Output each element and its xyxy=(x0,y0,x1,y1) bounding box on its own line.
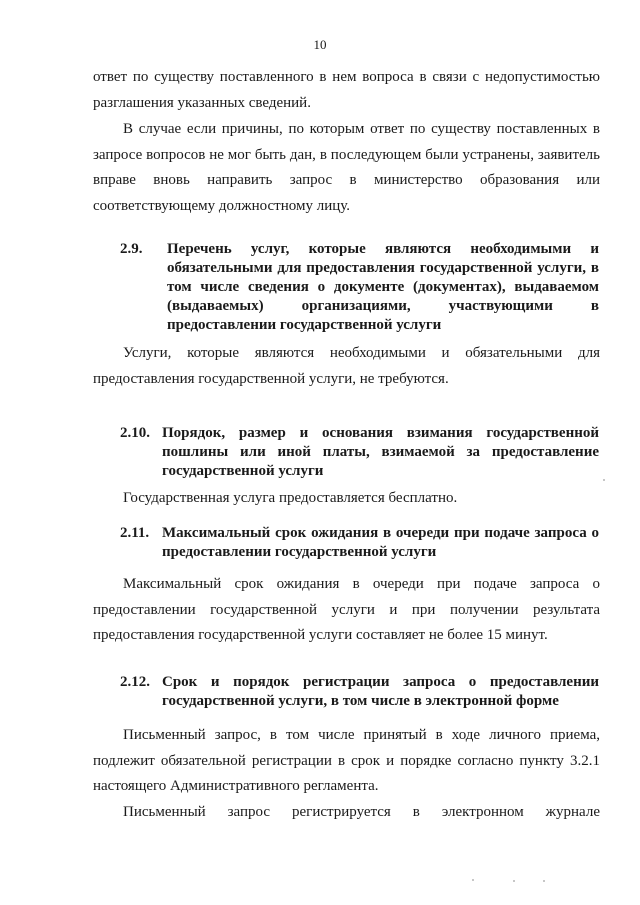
section-2-12-body: Письменный запрос, в том числе принятый в ходе личного приема, подлежит обязательной регистрации в срок и порядке согласно пункту 3.2.1 настоящего Административного регламента. xyxy=(93,727,600,795)
paragraph-case: В случае если причины, по которым ответ по существу поставленных в запросе вопросов не мог быть дан, в последующем были устранены, заявитель вправе вновь направить запрос в министерство образования или соответствующему должностному лицу. xyxy=(93,121,600,215)
section-2-10-number: 2.10. xyxy=(120,425,150,441)
scan-speck xyxy=(543,880,545,882)
section-2-10-title: Порядок, размер и основания взимания государственной пошлины или иной платы, взимаемой за предоставление государственной услуги xyxy=(162,425,599,479)
section-2-12-number: 2.12. xyxy=(120,674,150,690)
section-2-11-title: Максимальный срок ожидания в очереди при подаче запроса о предоставлении государственной услуги xyxy=(162,525,599,560)
scan-speck xyxy=(513,880,515,882)
section-2-10-heading xyxy=(120,424,599,481)
section-2-12-title: Срок и порядок регистрации запроса о предоставлении государственной услуги, в том числе в электронной форме xyxy=(162,674,599,709)
scan-speck xyxy=(603,479,605,481)
section-2-11-body: Максимальный срок ожидания в очереди при подаче запроса о предоставлении государственной услуги и при получении результата предоставления государственной услуги составляет не более 15 минут. xyxy=(93,576,600,644)
paragraph-intro: ответ по существу поставленного в нем вопроса в связи с недопустимостью разглашения указанных сведений. xyxy=(93,69,600,111)
section-2-9-title: Перечень услуг, которые являются необходимыми и обязательными для предоставления государственной услуги, в том числе сведения о документе (документах), выдаваемом (выдаваемых) организациями, участвующими в предоставлении государственной услуги xyxy=(167,241,599,333)
section-2-11-number: 2.11. xyxy=(120,525,150,541)
section-2-10-body: Государственная услуга предоставляется бесплатно. xyxy=(123,490,458,506)
page-number: 10 xyxy=(313,37,327,52)
section-2-9-heading xyxy=(120,240,599,335)
section-2-9-body: Услуги, которые являются необходимыми и обязательными для предоставления государственной услуги, не требуются. xyxy=(93,345,600,387)
section-2-9-number: 2.9. xyxy=(120,241,143,257)
scan-speck xyxy=(472,879,474,881)
section-2-12-heading xyxy=(120,673,599,711)
section-2-11-heading xyxy=(120,524,599,562)
section-2-12-body-continued: Письменный запрос регистрируется в электронном журнале xyxy=(123,804,600,820)
